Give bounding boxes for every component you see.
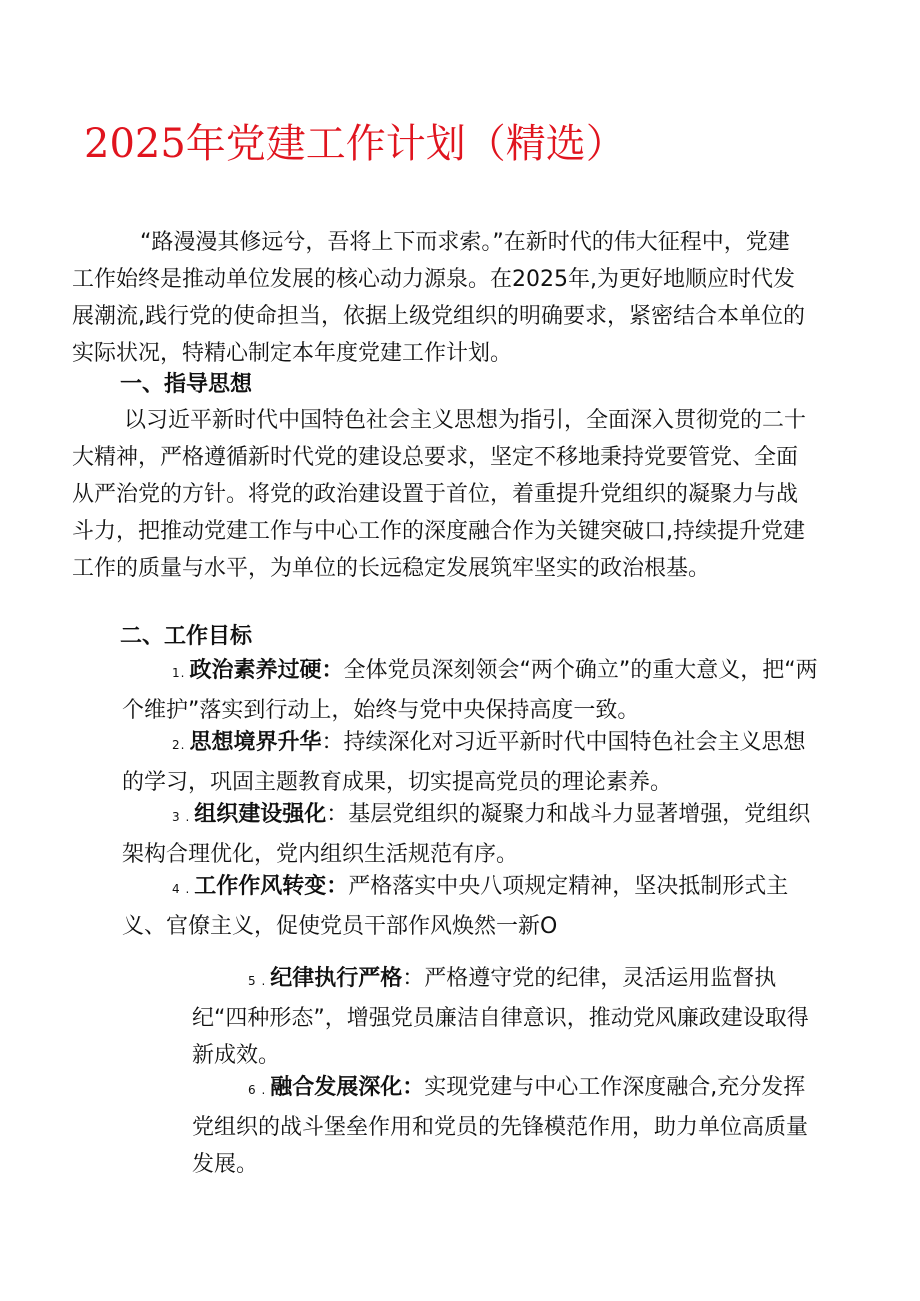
goal-text: ：严格遵守党的纪律，灵活运用监督执纪“四种形态”，增强党员廉洁自律意识，推动党风廉政建设取得新成效。 bbox=[192, 966, 809, 1068]
goal-number: 5 . bbox=[248, 974, 267, 988]
goal-number: 2. bbox=[172, 738, 186, 752]
intro-paragraph: “路漫漫其修远兮，吾将上下而求索。”在新时代的伟大征程中，党建工作始终是推动单位发展的核心动力源泉。在2025年,为更好地顺应时代发展潮流,践行党的使命担当，依据上级党组织的明确要求，紧密结合本单位的实际状况，特精心制定本年度党建工作计划。 bbox=[72, 230, 805, 366]
goal-item-6 bbox=[192, 1069, 812, 1183]
goal-lead: 融合发展深化： bbox=[270, 1075, 425, 1100]
goal-lead: 组织建设强化 bbox=[194, 802, 327, 827]
goal-text: ：持续深化对习近平新时代中国特色社会主义思想的学习，巩固主题教育成果，切实提高党员的理论素养。 bbox=[122, 730, 806, 795]
goal-number: 4 . bbox=[172, 882, 191, 896]
goal-lead: 纪律执行严格 bbox=[270, 966, 403, 991]
section-heading-guide: 一、指导思想 bbox=[120, 372, 253, 397]
goal-text: 全体党员深刻领会“两个确立”的重大意义，把“两个维护”落实到行动上，始终与党中央保持高度一致。 bbox=[122, 658, 818, 723]
goal-text: 实现党建与中心工作深度融合,充分发挥党组织的战斗堡垒作用和党员的先锋模范作用，助力单位高质量发展。 bbox=[192, 1075, 809, 1177]
goal-item-1 bbox=[122, 652, 822, 729]
goal-lead: 工作作风转变： bbox=[194, 874, 349, 899]
document-title: 2025年党建工作计划（精选） bbox=[84, 121, 626, 167]
goal-item-3 bbox=[122, 796, 822, 873]
goal-item-2 bbox=[122, 724, 822, 801]
guide-paragraph: 以习近平新时代中国特色社会主义思想为指引，全面深入贯彻党的二十大精神，严格遵循新时代党的建设总要求，坚定不移地秉持党要管党、全面从严治党的方针。将党的政治建设置于首位，着重提升党组织的凝聚力与战斗力，把推动党建工作与中心工作的深度融合作为关键突破口,持续提升党建工作的质量与水平，为单位的长远稳定发展筑牢坚实的政治根基。 bbox=[72, 408, 807, 581]
goal-number: 3 . bbox=[172, 810, 191, 824]
goal-text: 严格落实中央八项规定精神，坚决抵制形式主义、官僚主义，促使党员干部作风焕然一新O bbox=[122, 874, 789, 939]
goal-lead: 政治素养过硬： bbox=[189, 658, 344, 683]
goal-item-4 bbox=[122, 868, 822, 945]
goal-lead: 思想境界升华 bbox=[189, 730, 322, 755]
goal-item-5 bbox=[192, 960, 812, 1074]
goal-number: 1. bbox=[172, 666, 186, 680]
goal-text: ：基层党组织的凝聚力和战斗力显著增强，党组织架构合理优化，党内组织生活规范有序。 bbox=[122, 802, 811, 867]
section-heading-goals: 二、工作目标 bbox=[120, 624, 253, 649]
goal-number: 6 . bbox=[248, 1083, 267, 1097]
